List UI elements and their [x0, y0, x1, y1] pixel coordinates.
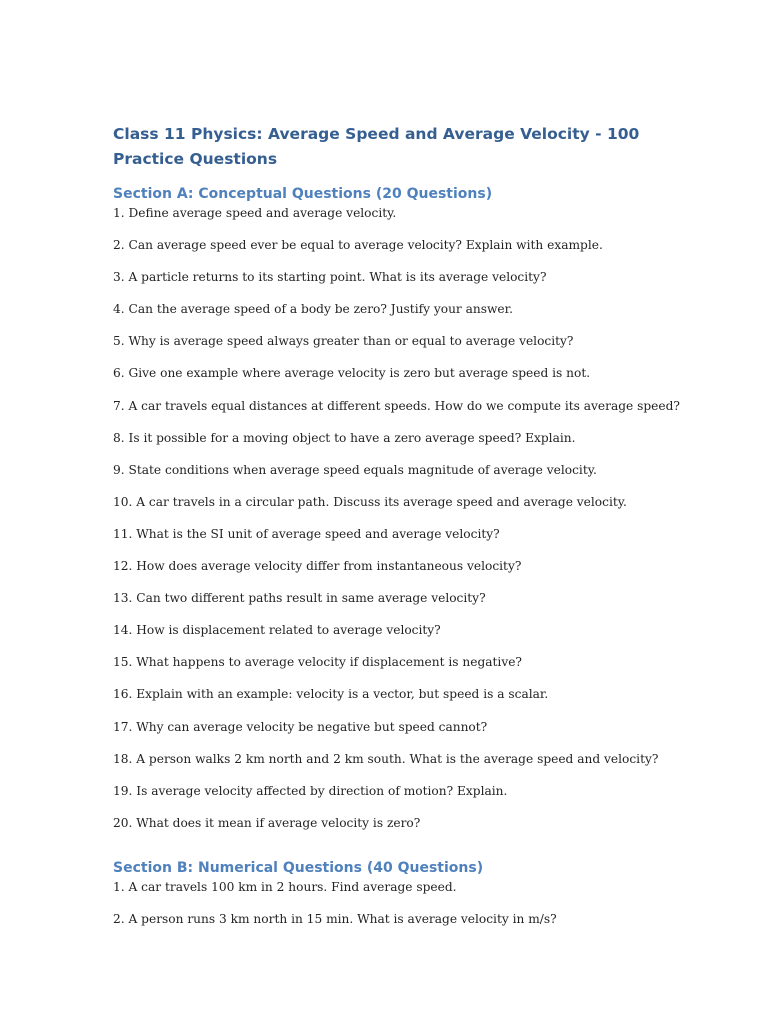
question-item: 8. Is it possible for a moving object to have a zero average speed? Explain. — [113, 430, 576, 445]
question-item: 2. Can average speed ever be equal to average velocity? Explain with example. — [113, 238, 603, 253]
question-item: 10. A car travels in a circular path. Discuss its average speed and average velocity. — [113, 494, 627, 509]
question-item: 20. What does it mean if average velocity is zero? — [113, 815, 421, 830]
question-item: 9. State conditions when average speed equals magnitude of average velocity. — [113, 462, 597, 477]
document-title: Class 11 Physics: Average Speed and Average Velocity - 100 Practice Questions — [113, 125, 640, 168]
question-item: 13. Can two different paths result in same average velocity? — [113, 591, 486, 606]
question-item: 11. What is the SI unit of average speed and average velocity? — [113, 526, 500, 541]
question-item: 2. A person runs 3 km north in 15 min. What is average velocity in m/s? — [113, 911, 557, 926]
document-page — [113, 122, 693, 944]
section-a-question-list — [113, 206, 693, 848]
section-b-heading: Section B: Numerical Questions (40 Questions) — [113, 859, 484, 876]
question-item: 6. Give one example where average velocity is zero but average speed is not. — [113, 366, 591, 381]
question-item: 12. How does average velocity differ from instantaneous velocity? — [113, 559, 522, 574]
question-item: 14. How is displacement related to average velocity? — [113, 623, 441, 638]
question-item: 5. Why is average speed always greater than or equal to average velocity? — [113, 334, 574, 349]
question-item: 4. Can the average speed of a body be zero? Justify your answer. — [113, 302, 514, 317]
question-item: 16. Explain with an example: velocity is a vector, but speed is a scalar. — [113, 687, 549, 702]
question-item: 19. Is average velocity affected by direction of motion? Explain. — [113, 783, 508, 798]
section-b-question-list — [113, 880, 693, 944]
section-a-heading: Section A: Conceptual Questions (20 Questions) — [113, 186, 493, 202]
question-item: 18. A person walks 2 km north and 2 km south. What is the average speed and velocity? — [113, 751, 659, 766]
question-item: 3. A particle returns to its starting point. What is its average velocity? — [113, 270, 547, 285]
question-item: 17. Why can average velocity be negative but speed cannot? — [113, 719, 488, 734]
question-item: 15. What happens to average velocity if displacement is negative? — [113, 655, 522, 670]
question-item: 1. A car travels 100 km in 2 hours. Find average speed. — [113, 879, 457, 894]
question-item: 1. Define average speed and average velocity. — [113, 206, 397, 220]
question-item: 7. A car travels equal distances at different speeds. How do we compute its average speed? — [113, 398, 680, 413]
